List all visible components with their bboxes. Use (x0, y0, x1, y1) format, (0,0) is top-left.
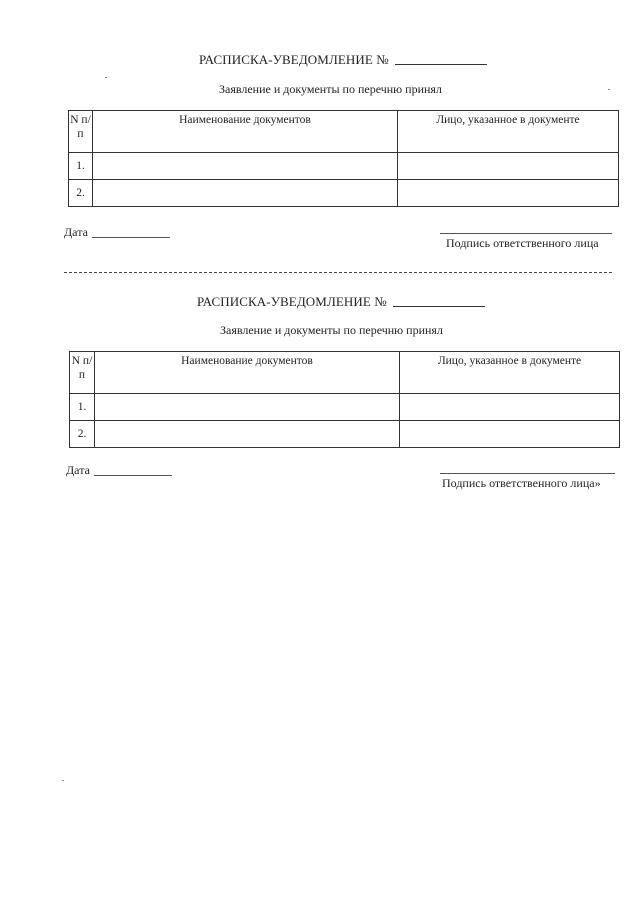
table-header-row (70, 352, 620, 394)
row-person-cell (400, 421, 620, 448)
row-num: 2. (69, 180, 93, 207)
receipt-2-signature-line (440, 473, 615, 474)
row-num: 1. (69, 153, 93, 180)
row-person-cell (400, 394, 620, 421)
receipt-2-signature-label: Подпись ответственного лица» (442, 476, 601, 490)
receipt-1-subtitle: Заявление и документы по перечню принял (219, 82, 442, 96)
receipt-2-title-text: РАСПИСКА-УВЕДОМЛЕНИЕ № (197, 294, 387, 309)
receipt-1-number-blank (395, 64, 487, 65)
receipt-1-title-text: РАСПИСКА-УВЕДОМЛЕНИЕ № (199, 52, 389, 67)
date-blank (92, 237, 170, 238)
scan-speck (608, 89, 610, 90)
table-row (69, 180, 619, 207)
row-person-cell (398, 180, 619, 207)
row-num: 2. (70, 421, 95, 448)
receipt-1-date (64, 225, 170, 240)
receipt-2-table (69, 351, 620, 448)
receipt-1-table (68, 110, 619, 207)
row-person-cell (398, 153, 619, 180)
table-row (70, 421, 620, 448)
cut-line (64, 272, 612, 273)
scan-speck (62, 780, 64, 781)
header-doc-name: Наименование документов (95, 352, 400, 394)
row-doc-name-cell (95, 421, 400, 448)
header-person: Лицо, указанное в документе (398, 111, 619, 153)
receipt-2-title (197, 294, 485, 310)
receipt-1-signature-label: Подпись ответственного лица (446, 236, 599, 250)
table-header-row (69, 111, 619, 153)
receipt-1-title (199, 52, 487, 68)
receipt-2-subtitle: Заявление и документы по перечню принял (220, 323, 443, 337)
table-row (69, 153, 619, 180)
date-label: Дата (66, 463, 90, 477)
receipt-2-date (66, 463, 172, 478)
date-blank (94, 475, 172, 476)
scan-speck (105, 77, 107, 78)
header-num: N п/п (69, 111, 93, 153)
header-person: Лицо, указанное в документе (400, 352, 620, 394)
row-doc-name-cell (93, 153, 398, 180)
table-row (70, 394, 620, 421)
receipt-1-signature-line (440, 233, 612, 234)
header-doc-name: Наименование документов (93, 111, 398, 153)
date-label: Дата (64, 225, 88, 239)
row-num: 1. (70, 394, 95, 421)
row-doc-name-cell (95, 394, 400, 421)
row-doc-name-cell (93, 180, 398, 207)
receipt-2-number-blank (393, 306, 485, 307)
header-num: N п/п (70, 352, 95, 394)
